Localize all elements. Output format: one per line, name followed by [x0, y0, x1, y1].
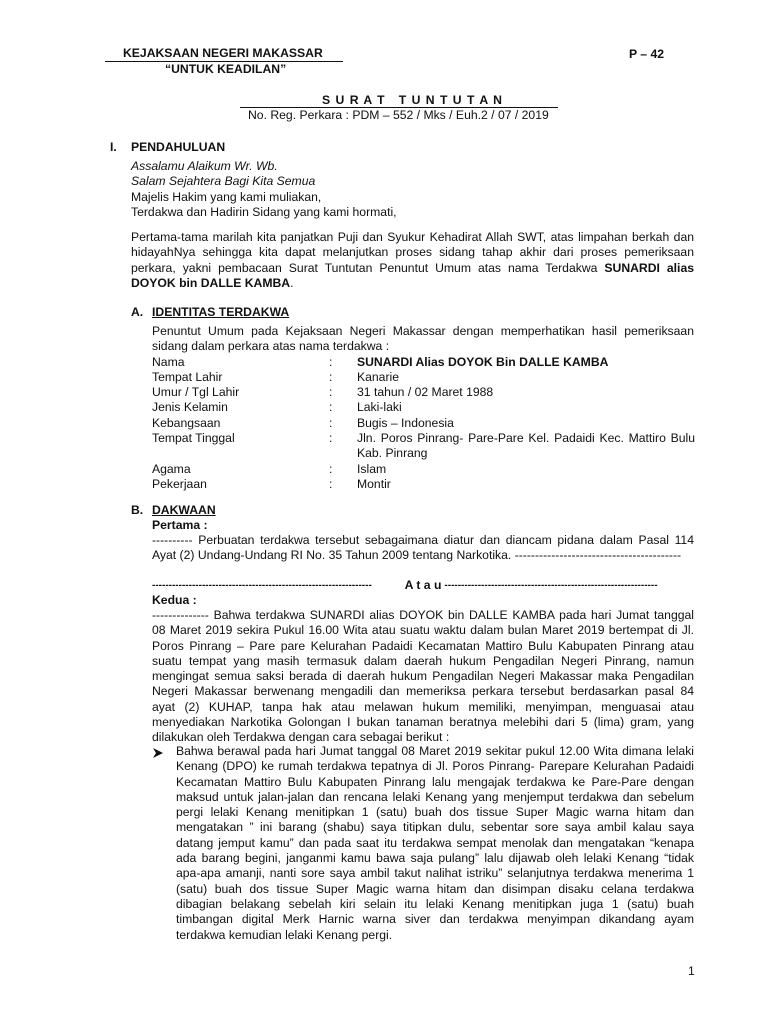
identity-value: Laki-laki — [357, 400, 402, 415]
section-heading-pendahuluan: PENDAHULUAN — [131, 140, 226, 154]
colon: : — [329, 400, 333, 415]
identity-row — [152, 355, 694, 370]
identity-value: Islam — [357, 461, 387, 476]
paragraph-line: terdakwa kemudian lelaki Kenang pergi. — [176, 927, 393, 942]
paragraph-line: dilakukan oleh Terdakwa dengan cara sebagai berikut : — [152, 730, 450, 745]
identity-label: Pekerjaan — [152, 476, 207, 491]
form-code: P – 42 — [629, 47, 665, 61]
identity-row — [152, 400, 694, 415]
identity-label: Agama — [152, 461, 191, 476]
charge-label-kedua: Kedua : — [152, 593, 197, 607]
identity-value: Bugis – Indonesia — [357, 415, 454, 430]
paragraph-line: ayat (2) KUHAP, tanpa hak atau melawan hukum memiliki, menyimpan, menguasai atau — [152, 699, 694, 714]
identity-value: Kanarie — [357, 369, 400, 384]
colon: : — [329, 354, 333, 369]
colon: : — [329, 415, 333, 430]
paragraph-line: 08 Maret 2019 sekira Pukul 16.00 Wita atau suatu waktu dalam bulan Maret 2019 bertempat di Jl. — [152, 623, 694, 638]
office-motto: “UNTUK KEADILAN” — [165, 62, 287, 76]
charge-label-pertama: Pertama : — [152, 518, 208, 532]
paragraph-line: ---------- Perbuatan terdakwa tersebut sebagaimana diatur dan diancam pidana dalam Pasal 114 — [152, 533, 694, 547]
identity-row — [152, 370, 694, 385]
identity-value: SUNARDI Alias DOYOK Bin DALLE KAMBA — [357, 354, 609, 369]
paragraph-line: datang jemput kamu” dan pada saat itu terdakwa sempat menolak dan mengatakan “kenapa — [176, 835, 694, 850]
dash-line: ------------------------------------------------------------------ — [152, 580, 372, 591]
paragraph-line: apa-apa amanji, nanti sore saya ambil takut nalihat istriku” selanjutnya terdakwa menerima 1 — [176, 866, 694, 881]
paragraph-line: Ayat (2) Undang-Undang RI No. 35 Tahun 2009 tentang Narkotika. ----------------------------------------- — [152, 548, 682, 563]
paragraph-line: Kecamatan Mattiro Bulu Kabupaten Pinrang lalu mengajak terdakwa ke Pare-Pare dengan — [176, 774, 694, 789]
identity-row — [152, 477, 694, 492]
defendant-name: DOYOK bin DALLE KAMBA — [131, 276, 291, 291]
identity-row — [152, 431, 694, 446]
paragraph-line: Penuntut Umum pada Kejaksaan Negeri Makassar dengan memperhatikan hasil pemeriksaan — [152, 324, 694, 338]
section-heading-identitas: IDENTITAS TERDAKWA — [152, 305, 290, 319]
paragraph-line: sidang dalam perkara atas nama terdakwa : — [152, 339, 390, 354]
paragraph-line: (satu) buah dos tissue Super Magic warna hitam dan disimpan disaku celana terdakwa — [176, 881, 694, 896]
paragraph-line: menyediakan Narkotika Golongan I bukan tanaman beratnya melebihi dari 5 (lima) gram, yang — [152, 715, 694, 730]
paragraph-line: dibagian belakang sebelah kiri selain itu lelaki Kenang menitipkan juga 1 (satu) buah — [176, 896, 694, 911]
paragraph-line: perkara, yakni pembacaan Surat Tuntutan Penuntut Umum atas nama Terdakwa SUNARDI alias — [131, 260, 695, 275]
charge-pertama — [152, 533, 694, 564]
section-letter: A. — [131, 305, 144, 319]
identity-value: Jln. Poros Pinrang- Pare-Pare Kel. Padaidi Kec. Mattiro Bulu — [357, 431, 695, 446]
colon: : — [329, 461, 333, 476]
defendant-name: SUNARDI alias — [604, 260, 695, 275]
identity-row — [152, 416, 694, 431]
colon: : — [329, 385, 333, 400]
page-number: 1 — [688, 964, 695, 978]
identity-row — [152, 462, 694, 477]
paragraph-line: Pertama-tama marilah kita panjatkan Puji dan Syukur Kehadirat Allah SWT, atas limpahan berkah dan — [131, 230, 694, 245]
paragraph-line: Negeri Makassar berwenang mengadili dan memeriksa perkara tersebut berdasarkan pasal 84 — [152, 684, 694, 699]
atau-separator — [152, 578, 694, 593]
identity-value: Kab. Pinrang — [357, 446, 428, 461]
document-title: S U R A T T U N T U T A N — [322, 93, 503, 107]
paragraph-line: Bahwa berawal pada hari Jumat tanggal 08 Maret 2019 sekitar pukul 12.00 Wita dimana lelaki — [176, 744, 694, 758]
paragraph-line: suatu tempat yang masih termasuk dalam daerah hukum Pengadilan Negeri Pinrang, namun — [152, 653, 694, 668]
pendahuluan-body — [131, 159, 694, 291]
section-number: I. — [110, 140, 117, 154]
bullet-arrow-icon — [152, 745, 172, 763]
identity-label: Tempat Lahir — [152, 369, 223, 384]
atau-label: A t a u — [404, 578, 442, 592]
identity-row-continued — [152, 446, 694, 461]
paragraph-line: -------------- Bahwa terdakwa SUNARDI alias DOYOK bin DALLE KAMBA pada hari Jumat tanggal — [152, 608, 694, 622]
paragraph-line: ada barang begini, janganmi kamu bawa saja pulang” lalu dijawab oleh lelaki Kenang “tidak — [176, 851, 694, 866]
charge-kedua — [152, 608, 694, 746]
address-line: Terdakwa dan Hadirin Sidang yang kami hormati, — [131, 204, 397, 219]
address-line: Majelis Hakim yang kami muliakan, — [131, 189, 322, 204]
paragraph-line: pergi lelaki Kenang menitipkan 1 (satu) buah dos tissue Super Magic warna hitam dan — [176, 805, 694, 820]
colon: : — [329, 476, 333, 491]
identity-value: Montir — [357, 476, 391, 491]
section-heading-dakwaan: DAKWAAN — [152, 503, 216, 517]
dash-line: ---------------------------------------------------------------- — [444, 580, 658, 591]
identity-label: Jenis Kelamin — [152, 400, 228, 415]
identity-row — [152, 385, 694, 400]
greeting-line: Salam Sejahtera Bagi Kita Semua — [131, 174, 316, 189]
paragraph-line: hidayahNya sehingga kita dapat melanjutkan proses sidang tahap akhir dari proses pemeriksaan — [131, 245, 694, 260]
paragraph-line: mengatakan ” ini barang (shabu) saya titipkan dulu, sebentar sore saya ambil kalau saya — [176, 820, 694, 835]
paragraph-line: mengingat semua saksi berada di daerah hukum Pengadilan Negeri Makassar maka Pengadilan — [152, 669, 694, 684]
greeting-line: Assalamu Alaikum Wr. Wb. — [131, 159, 278, 173]
paragraph-line: maksud untuk jalan-jalan dan rencana lelaki Kenang yang menjemput terdakwa dan sebelum — [176, 789, 694, 804]
identity-label: Tempat Tinggal — [152, 431, 235, 446]
identity-value: 31 tahun / 02 Maret 1988 — [357, 385, 494, 400]
bullet-paragraph — [176, 744, 694, 943]
identity-label: Nama — [152, 354, 185, 369]
paragraph-line: DOYOK bin DALLE KAMBA. — [131, 276, 294, 291]
colon: : — [329, 431, 333, 446]
office-name: KEJAKSAAN NEGERI MAKASSAR — [123, 46, 323, 60]
identity-label: Kebangsaan — [152, 415, 221, 430]
paragraph-line: Poros Pinrang – Pare pare Kelurahan Padaidi Kecamatan Mattiro Bulu Kabupaten Pinrang atau — [152, 638, 694, 653]
registration-number: No. Reg. Perkara : PDM – 552 / Mks / Euh.2 / 07 / 2019 — [248, 108, 549, 122]
identity-label: Umur / Tgl Lahir — [152, 385, 240, 400]
colon: : — [329, 369, 333, 384]
paragraph-line: Kenang (DPO) ke rumah terdakwa tepatnya di Jl. Poros Pinrang- Parepare Kelurahan Padaidi — [176, 759, 694, 774]
identity-section — [152, 324, 694, 492]
paragraph-line: timbangan digital Merk Harnic warna siver dan terdakwa menyimpan dikandang ayam — [176, 912, 694, 927]
section-letter: B. — [131, 503, 144, 517]
